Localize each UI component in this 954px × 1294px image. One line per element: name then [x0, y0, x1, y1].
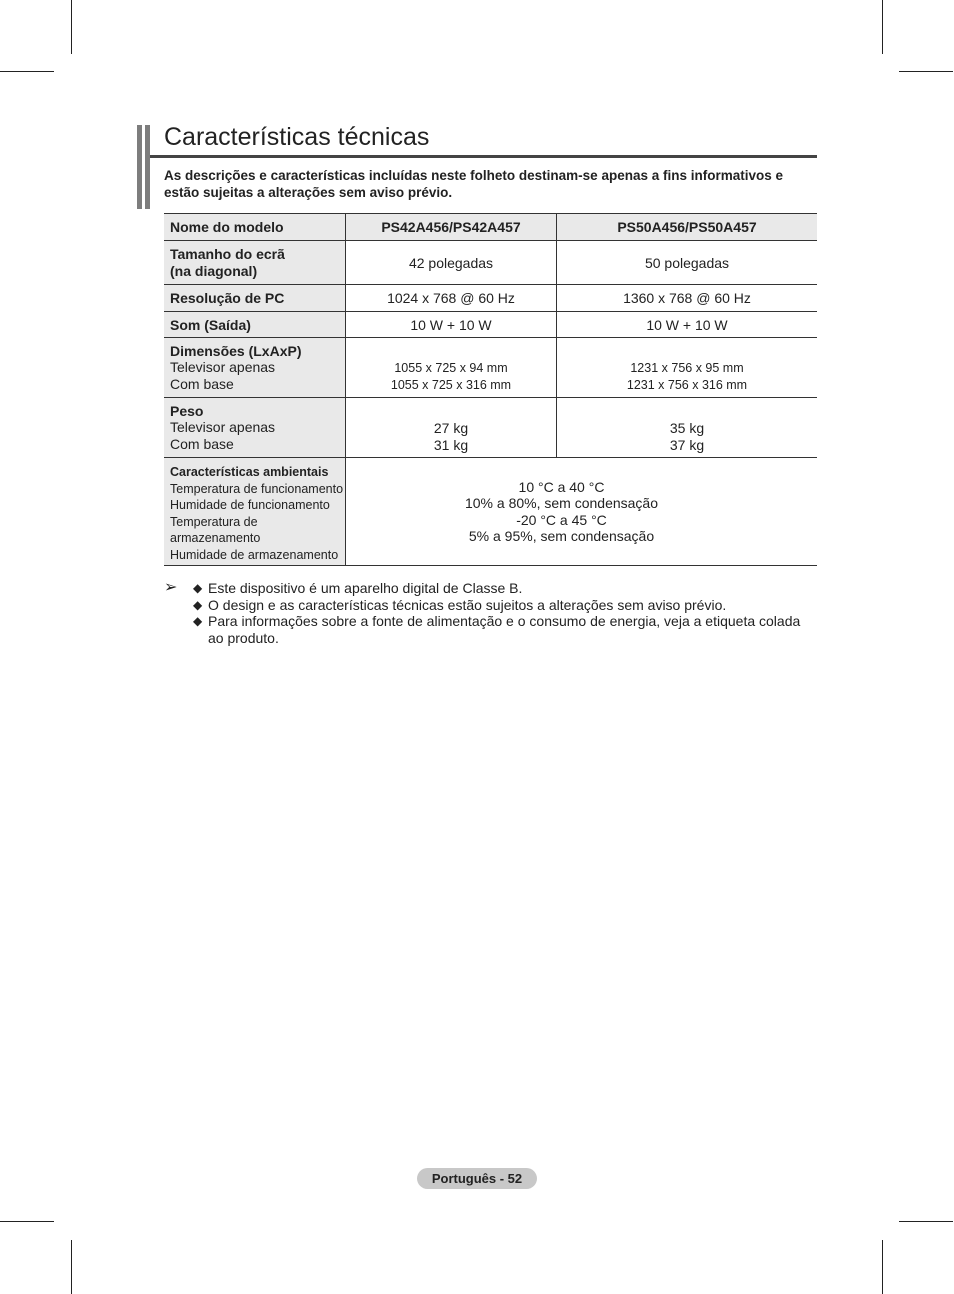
size-value-42: 42 polegadas	[346, 241, 557, 285]
table-row-size	[164, 241, 817, 285]
crop-mark	[0, 1221, 54, 1222]
weight-label: Peso	[170, 402, 204, 419]
table-row-weight	[164, 398, 817, 458]
dimensions-values-42	[346, 338, 557, 398]
title-rule	[150, 155, 817, 158]
note-text: Este dispositivo é um aparelho digital de Classe B.	[208, 580, 523, 596]
size-label-sub: (na diagonal)	[170, 262, 258, 279]
resolution-value-42: 1024 x 768 @ 60 Hz	[346, 285, 557, 312]
environment-sub: Temperatura de funcionamento	[170, 481, 344, 496]
dimensions-label: Dimensões (LxAxP)	[170, 342, 302, 359]
weight-values-42	[346, 398, 557, 458]
diamond-bullet-icon: ◆	[193, 614, 203, 628]
row-label	[164, 241, 346, 285]
sound-value-50: 10 W + 10 W	[557, 312, 818, 338]
environment-values	[346, 458, 818, 566]
dimensions-42-tv: 1055 x 725 x 94 mm	[394, 361, 508, 375]
weight-values-50	[557, 398, 818, 458]
environment-value: 10% a 80%, sem condensação	[464, 495, 658, 511]
note-text: O design e as características técnicas estão sujeitos a alterações sem aviso prévio.	[208, 596, 727, 613]
sound-value-42: 10 W + 10 W	[346, 312, 557, 338]
table-row-dimensions	[164, 338, 817, 398]
diamond-bullet-icon: ◆	[193, 581, 203, 595]
row-label	[164, 398, 346, 458]
dimensions-50-tv: 1231 x 756 x 95 mm	[630, 361, 744, 375]
header-model-42: PS42A456/PS42A457	[346, 214, 557, 241]
row-label	[164, 458, 346, 566]
environment-sub: Humidade de armazenamento	[170, 547, 339, 562]
intro-text: As descrições e características incluídas neste folheto destinam-se apenas a fins informativos e estão sujeitas a alterações sem aviso prévio.	[164, 168, 783, 200]
weight-50-base: 37 kg	[669, 436, 705, 453]
dimensions-50-base: 1231 x 756 x 316 mm	[626, 377, 748, 392]
environment-sub: Temperatura de armazenamento	[170, 514, 261, 545]
weight-sub-base: Com base	[170, 435, 234, 452]
crop-mark	[882, 0, 883, 54]
header-model-label: Nome do modelo	[164, 214, 346, 241]
weight-42-tv: 27 kg	[433, 420, 469, 436]
note-text: Para informações sobre a fonte de alimentação e o consumo de energia, veja a etiqueta colada ao produto.	[208, 613, 801, 646]
table-header-row	[164, 214, 817, 241]
title-accent-bar	[137, 125, 142, 209]
resolution-label: Resolução de PC	[164, 285, 346, 312]
crop-mark	[899, 71, 953, 72]
crop-mark	[71, 1240, 72, 1294]
environment-sub: Humidade de funcionamento	[170, 498, 330, 512]
diamond-bullet-icon: ◆	[193, 597, 203, 612]
row-label	[164, 338, 346, 398]
resolution-value-50: 1360 x 768 @ 60 Hz	[557, 285, 818, 312]
list-item	[164, 613, 817, 646]
notes-list	[164, 580, 817, 646]
page-title: Características técnicas	[164, 123, 430, 151]
environment-label: Características ambientais	[170, 465, 329, 479]
table-row-sound	[164, 312, 817, 338]
crop-mark	[0, 71, 54, 72]
list-item	[164, 597, 817, 614]
title-accent-bar	[145, 125, 150, 209]
weight-50-tv: 35 kg	[669, 420, 705, 436]
list-item	[164, 580, 817, 597]
sound-label: Som (Saída)	[164, 312, 346, 338]
size-value-50: 50 polegadas	[557, 241, 818, 285]
spec-table	[164, 213, 817, 566]
dimensions-sub-base: Com base	[170, 375, 234, 392]
dimensions-values-50	[557, 338, 818, 398]
crop-mark	[882, 1240, 883, 1294]
environment-value: 5% a 95%, sem condensação	[468, 528, 655, 544]
weight-sub-tv: Televisor apenas	[170, 419, 276, 436]
page-number-badge: Português - 52	[417, 1168, 537, 1189]
environment-value: -20 °C a 45 °C	[516, 511, 607, 528]
crop-mark	[71, 0, 72, 54]
dimensions-42-base: 1055 x 725 x 316 mm	[390, 377, 512, 392]
weight-42-base: 31 kg	[433, 436, 469, 453]
dimensions-sub-tv: Televisor apenas	[170, 359, 276, 376]
crop-mark	[899, 1221, 953, 1222]
note-arrow-icon: ➢	[164, 579, 178, 596]
header-model-50: PS50A456/PS50A457	[557, 214, 818, 241]
size-label: Tamanho do ecrã	[170, 246, 285, 262]
table-row-resolution	[164, 285, 817, 312]
environment-value: 10 °C a 40 °C	[518, 478, 605, 495]
table-row-environment	[164, 458, 817, 566]
